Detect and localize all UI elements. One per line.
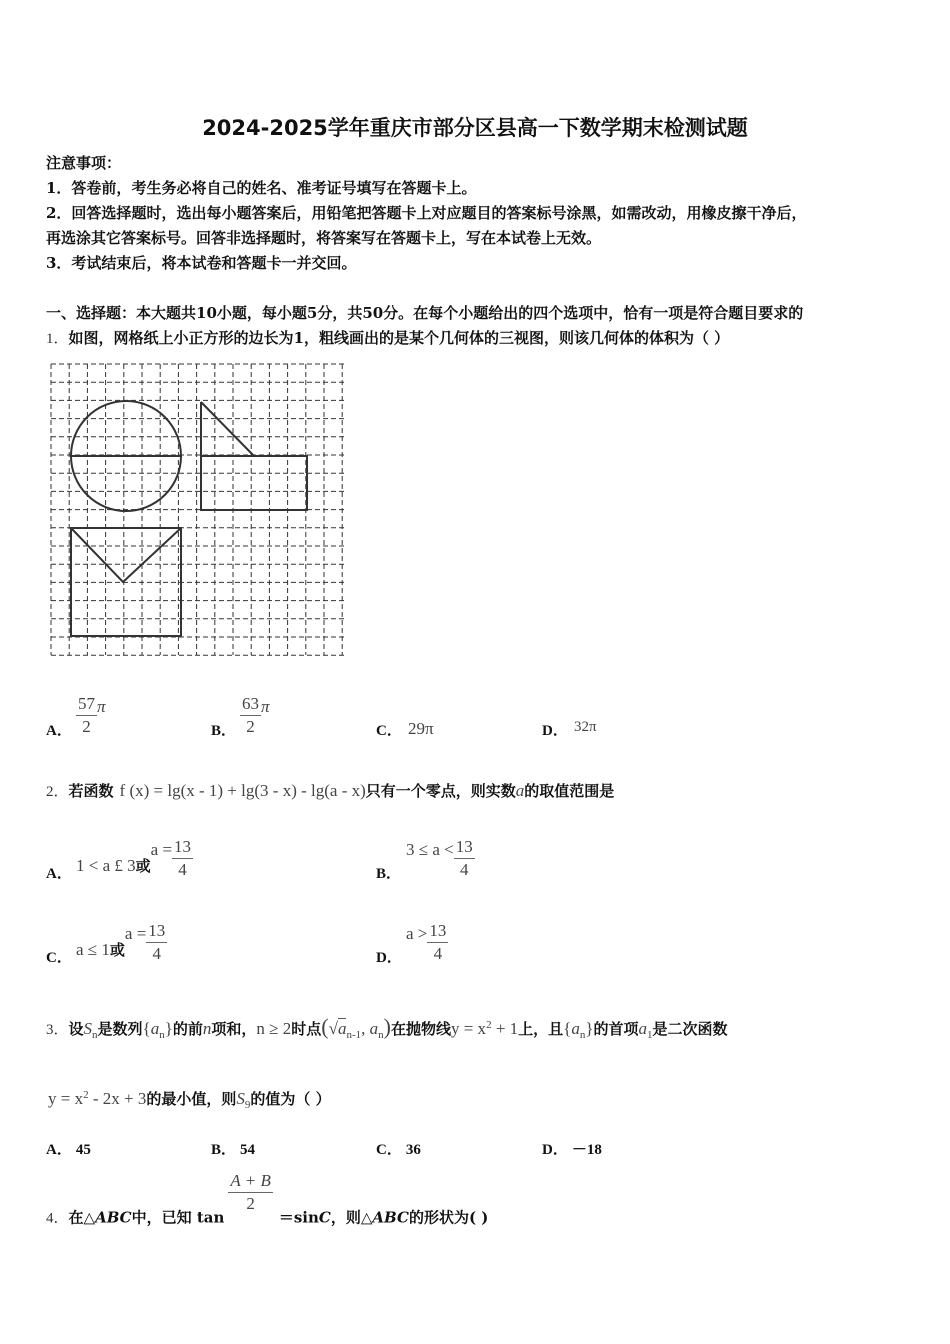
notice-item-2: 2．回答选择题时，选出每小题答案后，用铅笔把答题卡上对应题目的答案标号涂黑，如需改动，用橡皮擦干净后， (46, 204, 807, 222)
fraction-denominator: 2 (240, 715, 261, 738)
question-text: ，则△ (330, 1208, 373, 1227)
question-3: 3．设$S_n$是数列$\{a_n\}$的前n项和，n ≥ 2时点($√a_{n-1}$, $a_n$)在抛物线$y = x^2 + 1$上，且$\{a_n\}$的首项$a_1$是二次函数 (46, 1014, 728, 1041)
question-text: 项和， (211, 1020, 257, 1038)
question-text: 时点 (291, 1020, 322, 1038)
triangle-abc: ABC (372, 1208, 409, 1227)
question-3-cont (48, 1088, 331, 1111)
equation: a = (124, 924, 147, 943)
quadratic: y = x (48, 1089, 84, 1108)
fraction-numerator: 63 (242, 694, 259, 713)
subscript: n (92, 1029, 98, 1041)
fraction-numerator: 13 (429, 921, 447, 940)
inequality: 1 < a £ 3 (76, 856, 136, 875)
subscript: n (378, 1029, 384, 1041)
condition: n ≥ 2 (256, 1019, 292, 1038)
question-number: 3． (46, 1022, 69, 1038)
fraction-numerator: 13 (148, 921, 166, 940)
symbol-a: a (638, 1019, 648, 1038)
q1-option-c-label: C． (376, 723, 402, 739)
q1-option-b[interactable] (240, 693, 270, 738)
parabola-tail: + 1 (491, 1019, 519, 1038)
fraction-numerator: 13 (174, 837, 192, 856)
section-heading: 一、选择题：本大题共10小题，每小题5分，共50分。在每个小题给出的四个选项中，恰有一项是符合题目要求的 (46, 304, 804, 322)
notice-item-1: 1．答卷前，考生务必将自己的姓名、准考证号填写在答题卡上。 (46, 179, 477, 197)
subscript: n (579, 1029, 586, 1041)
q1-option-d[interactable]: 32π (574, 719, 597, 735)
q3-option-c[interactable]: C． 36 (376, 1142, 421, 1158)
q1-option-a[interactable] (76, 693, 106, 738)
question-text: 若函数 (68, 782, 114, 800)
fraction-numerator: 57 (78, 694, 95, 713)
inequality: 3 ≤ a < (406, 840, 454, 859)
q1-option-c[interactable]: 29π (408, 719, 434, 738)
fraction-denominator: 4 (172, 858, 193, 881)
question-text: 的首项 (593, 1020, 639, 1038)
q2-option-d-label: D． (376, 950, 402, 966)
symbol-a: a (337, 1019, 347, 1038)
question-text: 如图，网格纸上小正方形的边长为1，粗线画出的是某个几何体的三视图，则该几何体的体积为（ ） (68, 329, 730, 347)
q3-option-d[interactable]: D． －18 (542, 1142, 602, 1158)
q3-option-b[interactable]: B． 54 (211, 1142, 256, 1158)
exponent: 2 (486, 1019, 492, 1031)
question-1 (46, 327, 729, 348)
symbol-a: a (369, 1019, 379, 1038)
q1-option-b-label: B． (211, 723, 237, 739)
question-text: 的取值范围是 (524, 782, 615, 800)
question-text: 上，且 (518, 1020, 564, 1038)
symbol-a: a (571, 1019, 580, 1038)
inequality: a ≤ 1 (76, 940, 110, 959)
symbol-s: S (236, 1089, 245, 1108)
equation: a = (150, 840, 173, 859)
question-number: 4． (46, 1210, 69, 1227)
notice-item-2-cont: 再选涂其它答案标号。回答非选择题时，将答案写在答题卡上，写在本试卷上无效。 (46, 229, 602, 247)
question-4 (46, 1170, 488, 1228)
symbol-a: a (150, 1019, 160, 1038)
pi-symbol: π (97, 697, 106, 716)
question-text: 的最小值，则 (146, 1090, 237, 1108)
fraction-denominator: 2 (76, 715, 97, 738)
question-text: 的前 (172, 1020, 203, 1038)
question-2 (46, 780, 614, 801)
question-text: 在抛物线 (390, 1020, 451, 1038)
q1-option-a-label: A． (46, 723, 72, 739)
question-number: 2． (46, 784, 69, 800)
subscript: n-1 (346, 1029, 362, 1041)
q3-option-a[interactable]: A． 45 (46, 1142, 91, 1158)
triangle-abc: ABC (95, 1208, 132, 1227)
side-view-hypotenuse (201, 402, 254, 456)
question-text: 的形状为( ) (408, 1208, 489, 1227)
symbol-c: C (318, 1208, 331, 1227)
q2-option-a[interactable] (76, 836, 193, 881)
quadratic-tail: - 2x + 3 (88, 1089, 147, 1108)
question-text: 只有一个零点，则实数 (365, 782, 516, 800)
conjunction: 或 (135, 857, 151, 875)
three-view-figure (50, 363, 348, 657)
fraction-denominator: 2 (228, 1192, 272, 1215)
question-text: 中，已知 tan (131, 1208, 225, 1227)
fraction-denominator: 4 (454, 858, 475, 881)
q1-option-d-label: D． (542, 723, 568, 739)
fraction-numerator: 13 (455, 837, 473, 856)
q2-option-b-label: B． (376, 866, 402, 882)
pi-symbol: π (261, 697, 270, 716)
exponent: 2 (83, 1089, 89, 1101)
q2-option-d[interactable] (406, 920, 448, 965)
subscript: 1 (647, 1029, 653, 1041)
function-formula: f (x) = lg(x - 1) + lg(3 - x) - lg(a - x) (119, 781, 366, 800)
q2-option-c-label: C． (46, 950, 72, 966)
question-text: 是数列 (97, 1020, 143, 1038)
page-title: 2024-2025学年重庆市部分区县高一下数学期末检测试题 (202, 116, 748, 140)
question-number: 1． (46, 331, 69, 347)
subscript: n (159, 1029, 165, 1041)
question-text: 设 (68, 1020, 84, 1038)
fraction-denominator: 4 (427, 942, 448, 965)
fraction-numerator: A + B (230, 1171, 271, 1190)
q2-option-b[interactable] (406, 836, 475, 881)
symbol-s: S (83, 1019, 93, 1038)
q2-option-a-label: A． (46, 866, 72, 882)
notice-item-3: 3．考试结束后，将本试卷和答题卡一并交回。 (46, 254, 357, 272)
notice-heading: 注意事项： (46, 154, 122, 172)
conjunction: 或 (109, 941, 125, 959)
q2-option-c[interactable] (76, 920, 167, 965)
question-text: ＝sin (278, 1208, 319, 1227)
symbol-n: n (202, 1019, 212, 1038)
variable-a: a (515, 781, 525, 800)
question-text: 的值为（ ） (250, 1090, 331, 1108)
inequality: a > (406, 924, 428, 943)
question-text: 在△ (68, 1208, 96, 1227)
subscript: 9 (244, 1099, 251, 1111)
parabola: y = x (450, 1019, 487, 1038)
fraction-denominator: 4 (146, 942, 167, 965)
question-text: 是二次函数 (652, 1020, 728, 1038)
